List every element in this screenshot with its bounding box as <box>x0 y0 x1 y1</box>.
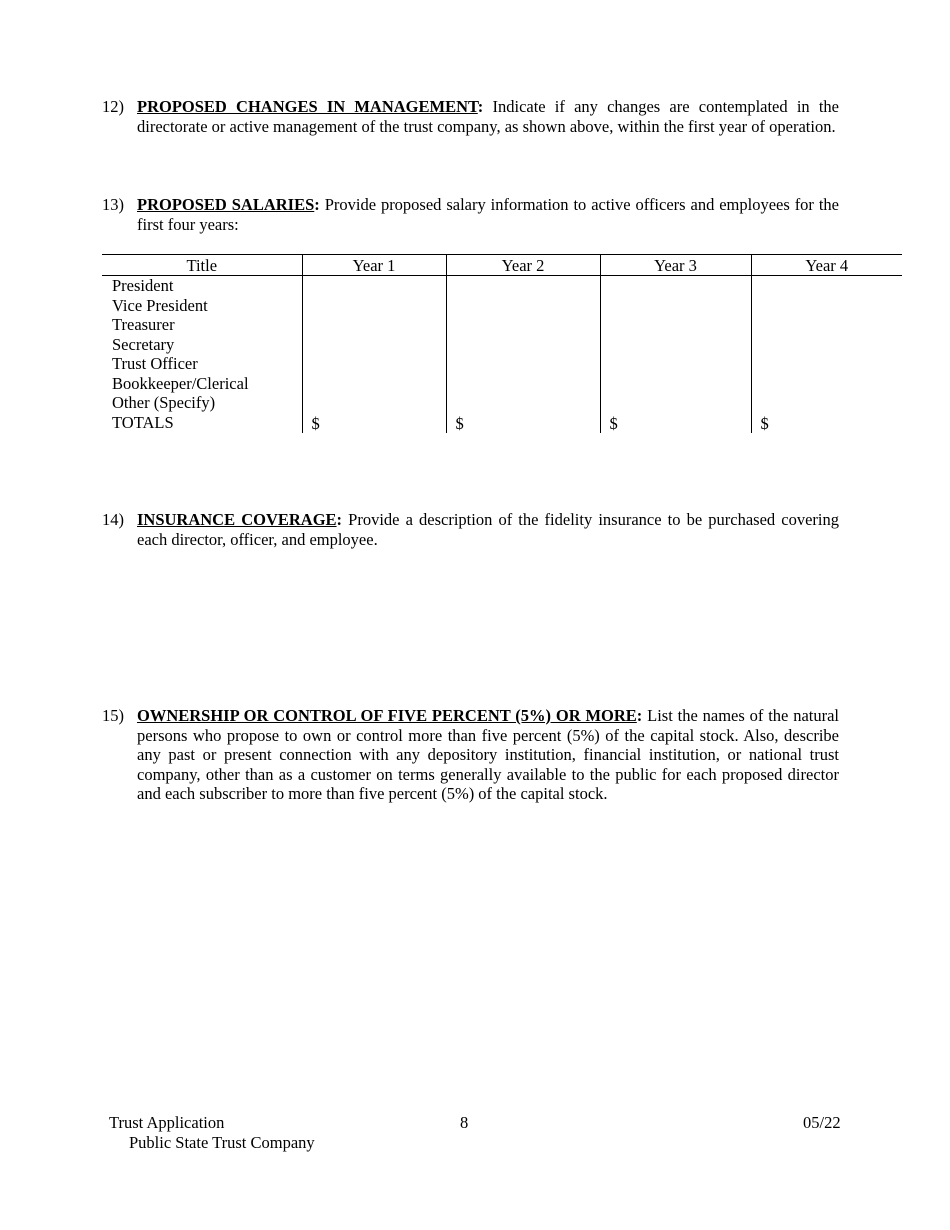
section-heading: PROPOSED CHANGES IN MANAGEMENT <box>137 97 478 116</box>
section-number: 13) <box>102 195 124 214</box>
header-year-4: Year 4 <box>751 255 902 276</box>
footer-document-title <box>109 1113 315 1152</box>
title-list-cell <box>102 276 302 434</box>
header-year-3: Year 3 <box>600 255 751 276</box>
section-content: OWNERSHIP OR CONTROL OF FIVE PERCENT (5%) OR MORE: List the names of the natural persons who propose to own or control more than five percent (5%) of the capital stock. Also, describe any past or present connection with any depository institution, financial institution, or national trust company, other than as a customer on terms generally available to the public for each proposed director and each subscriber to more than five percent (5%) of the capital stock. <box>137 706 840 803</box>
year-2-total-currency: $ <box>455 413 464 433</box>
year-3-column[interactable] <box>600 276 751 434</box>
year-2-column[interactable] <box>446 276 600 434</box>
year-4-total-currency: $ <box>760 413 769 433</box>
year-1-column[interactable] <box>302 276 446 434</box>
salary-table-header-row <box>102 255 902 276</box>
title-trust-officer: Trust Officer <box>112 354 198 373</box>
salary-table-body-row <box>102 276 902 434</box>
header-title: Title <box>102 255 302 276</box>
section-content: INSURANCE COVERAGE: Provide a description of the fidelity insurance to be purchased covering each director, officer, and employee. <box>137 510 839 549</box>
section-13-proposed-salaries <box>102 195 839 234</box>
header-year-1: Year 1 <box>302 255 446 276</box>
section-body: Provide a description of the fidelity insurance to be purchased covering each director, officer, and employee. <box>137 510 839 549</box>
title-president: President <box>112 276 174 295</box>
section-heading: INSURANCE COVERAGE <box>137 510 337 529</box>
section-heading: PROPOSED SALARIES <box>137 195 315 214</box>
footer-subtitle: Public State Trust Company <box>129 1132 315 1152</box>
year-4-column[interactable] <box>751 276 902 434</box>
year-1-total-currency: $ <box>311 413 320 433</box>
section-number: 15) <box>102 706 124 725</box>
title-totals: TOTALS <box>112 412 174 432</box>
section-body: Indicate if any changes are contemplated in the directorate or active management of the trust company, as shown above, within the first year of operation. <box>137 97 839 136</box>
title-treasurer: Treasurer <box>112 315 175 334</box>
title-secretary: Secretary <box>112 334 175 354</box>
section-15-ownership-or-control <box>102 706 839 804</box>
title-vice-president: Vice President <box>112 295 208 315</box>
header-year-2: Year 2 <box>446 255 600 276</box>
footer-title: Trust Application <box>109 1113 225 1132</box>
title-bookkeeper-clerical: Bookkeeper/Clerical <box>112 373 249 393</box>
section-14-insurance-coverage <box>102 510 839 549</box>
footer-page-number: 8 <box>460 1113 469 1132</box>
section-heading: OWNERSHIP OR CONTROL OF FIVE PERCENT (5%) OR MORE <box>137 706 637 725</box>
section-number: 14) <box>102 510 124 529</box>
year-3-total-currency: $ <box>609 413 618 433</box>
title-other-specify: Other (Specify) <box>112 393 216 412</box>
section-12-proposed-changes-in-management <box>102 97 839 136</box>
salary-table <box>102 254 902 433</box>
section-content: PROPOSED CHANGES IN MANAGEMENT: Indicate if any changes are contemplated in the directorate or active management of the trust company, as shown above, within the first year of operation. <box>137 97 839 136</box>
section-content: PROPOSED SALARIES: Provide proposed salary information to active officers and employees for the first four years: <box>137 195 839 234</box>
section-number: 12) <box>102 97 124 116</box>
section-body: List the names of the natural persons who propose to own or control more than five percent (5%) of the capital stock. Also, describe any past or present connection with any depository institution, financial institution, or national trust company, other than as a customer on terms generally available to the public for each proposed director and each subscriber to more than five percent (5%) of the capital stock. <box>137 706 840 803</box>
section-body: Provide proposed salary information to active officers and employees for the first four years: <box>137 195 839 234</box>
footer-revision-date: 05/22 <box>803 1113 841 1132</box>
